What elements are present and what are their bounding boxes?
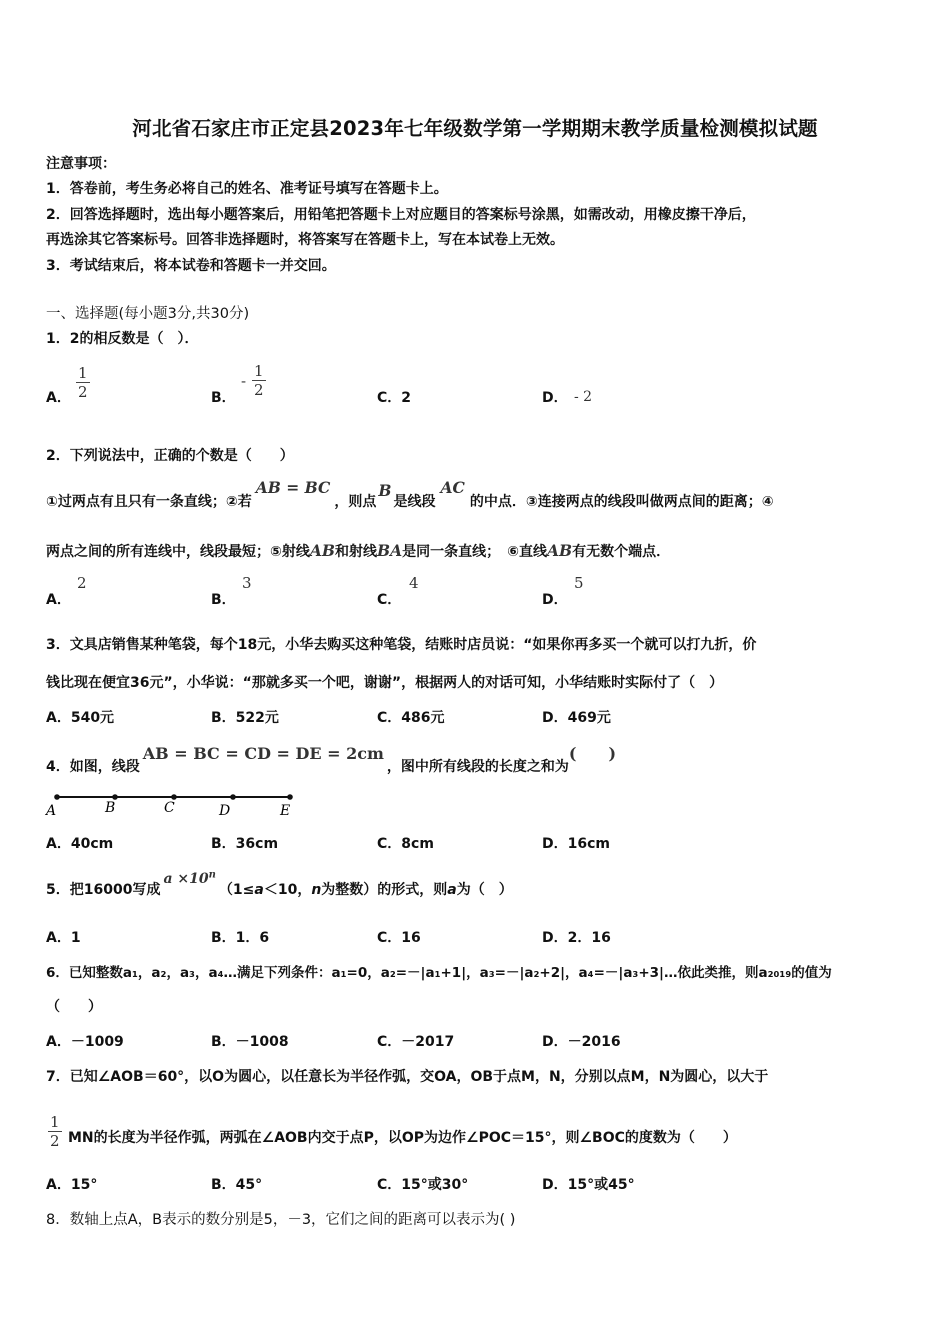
- q5-option-d: D．2．16: [542, 930, 611, 946]
- scientific-exponent: n: [208, 869, 216, 881]
- text: 为（ ）: [456, 882, 513, 898]
- fraction-numerator: 1: [254, 362, 264, 380]
- point-c: [171, 794, 177, 800]
- text: 和射线: [335, 544, 377, 560]
- point-e: [287, 794, 293, 800]
- q5-option-a: A．1: [46, 930, 81, 946]
- notice-item: 1．答卷前，考生务必将自己的姓名、准考证号填写在答题卡上。: [46, 181, 448, 197]
- question-8-stem: 8．数轴上点A，B表示的数分别是5，－3，它们之间的距离可以表示为( ): [46, 1212, 516, 1228]
- q1-option-a-label: A．: [46, 390, 71, 406]
- text: ，则点: [334, 494, 377, 510]
- section-heading: 一、选择题(每小题3分,共30分): [46, 306, 250, 322]
- q2-option-d-value: 5: [574, 574, 584, 592]
- text: 5．把16000写成: [46, 882, 161, 898]
- text: （1≤: [218, 882, 255, 898]
- fraction-numerator: 1: [78, 364, 88, 382]
- q2-option-c-value: 4: [409, 574, 419, 592]
- q4-option-c: C．8cm: [377, 836, 434, 852]
- text: 的中点．③连接两点的线段叫做两点间的距离；④: [469, 494, 774, 510]
- variable: a: [254, 882, 264, 898]
- q6-option-c: C．－2017: [377, 1034, 455, 1050]
- q2-option-b-value: 3: [242, 574, 252, 592]
- q1-option-a-fraction: [76, 364, 90, 401]
- notice-item: 3．考试结束后，将本试卷和答题卡一并交回。: [46, 258, 336, 274]
- fraction-denominator: 2: [50, 1132, 60, 1150]
- q1-option-d-label: D．: [542, 390, 568, 406]
- notice-item: 再选涂其它答案标号。回答非选择题时，将答案写在答题卡上，写在本试卷上无效。: [46, 232, 564, 248]
- variable: n: [311, 882, 322, 898]
- text: ，图中所有线段的长度之和为: [386, 759, 569, 775]
- text: ①过两点有且只有一条直线；②若: [46, 494, 252, 510]
- question-7-line1: 7．已知∠AOB＝60°，以O为圆心，以任意长为半径作弧，交OA，OB于点M，N，分别以点M，N为圆心，以大于: [46, 1069, 769, 1085]
- text: 为整数）的形式，则: [321, 882, 448, 898]
- question-7-line2: MN的长度为半径作弧，两弧在∠AOB内交于点P，以OP为边作∠POC＝15°，则∠BOC的度数为（ ）: [68, 1130, 737, 1146]
- q2-line2: [46, 541, 670, 561]
- q2-option-a-value: 2: [77, 574, 87, 592]
- q6-option-b: B．－1008: [211, 1034, 289, 1050]
- ray-label: AB: [309, 541, 335, 560]
- q1-option-b-label: B．: [211, 390, 236, 406]
- q3-option-b: B．522元: [211, 710, 279, 726]
- point-label-a: A: [46, 803, 57, 818]
- question-5-stem: [46, 869, 513, 899]
- scientific-base: a ×10: [163, 871, 209, 887]
- text: ＜10，: [263, 882, 312, 898]
- point-label-e: E: [280, 803, 291, 818]
- question-1-stem: 1．2的相反数是（ ）．: [46, 331, 199, 347]
- segment-figure: [44, 788, 304, 818]
- fraction-numerator: 1: [50, 1113, 60, 1131]
- variable: a: [447, 882, 457, 898]
- q7-option-a: A．15°: [46, 1177, 98, 1193]
- point-a: [54, 794, 60, 800]
- notice-heading: 注意事项：: [46, 156, 116, 172]
- minus-sign: -: [241, 372, 247, 390]
- point-label-c: C: [164, 800, 175, 816]
- q6-option-a: A．－1009: [46, 1034, 124, 1050]
- text: 有无数个端点．: [572, 544, 671, 560]
- q7-option-b: B．45°: [211, 1177, 263, 1193]
- point-b: [112, 794, 118, 800]
- point-label-d: D: [219, 803, 231, 818]
- q1-option-c: C．2: [377, 390, 412, 406]
- question-3-line1: 3．文具店销售某种笔袋，每个18元，小华去购买这种笔袋，结账时店员说：“如果你再多买一个就可以打九折，价: [46, 637, 757, 653]
- q5-option-c: C．16: [377, 930, 421, 946]
- point-d: [230, 794, 236, 800]
- fraction-denominator: 2: [78, 383, 88, 401]
- q6-option-d: D．－2016: [542, 1034, 621, 1050]
- q3-option-d: D．469元: [542, 710, 611, 726]
- fraction-denominator: 2: [254, 381, 264, 399]
- question-2-stem: 2．下列说法中，正确的个数是（ ）: [46, 448, 294, 464]
- q1-option-d-value: - 2: [574, 389, 593, 405]
- answer-paren: ( ): [568, 744, 617, 763]
- q5-option-b: B．1．6: [211, 930, 270, 946]
- text: 4．如图，线段: [46, 759, 140, 775]
- q3-option-a: A．540元: [46, 710, 115, 726]
- q4-option-d: D．16cm: [542, 836, 610, 852]
- q7-fraction: [48, 1113, 62, 1150]
- q7-option-d: D．15°或45°: [542, 1177, 635, 1193]
- text: 两点之间的所有连线中，线段最短；⑤射线: [46, 544, 310, 560]
- q4-option-a: A．40cm: [46, 836, 114, 852]
- q2-option-d-label: D．: [542, 592, 568, 608]
- q1-option-b-fraction: [252, 362, 266, 399]
- text: 是线段: [393, 494, 436, 510]
- q2-option-a-label: A．: [46, 592, 71, 608]
- scientific-notation: [160, 871, 218, 887]
- page-title: 河北省石家庄市正定县2023年七年级数学第一学期期末教学质量检测模拟试题: [132, 117, 818, 140]
- notice-item: 2．回答选择题时，选出每小题答案后，用铅笔把答题卡上对应题目的答案标号涂黑，如需改动，用橡皮擦干净后，: [46, 207, 756, 223]
- q2-option-c-label: C．: [377, 592, 402, 608]
- q7-option-c: C．15°或30°: [377, 1177, 469, 1193]
- equation: AB = BC: [255, 478, 331, 497]
- question-3-line2: 钱比现在便宜36元”，小华说：“那就多买一个吧，谢谢”，根据两人的对话可知，小华结账时实际付了（ ）: [46, 675, 724, 691]
- point-label-b: B: [105, 800, 116, 816]
- point-label: B: [378, 481, 392, 500]
- question-4-stem: [46, 744, 617, 776]
- q2-option-b-label: B．: [211, 592, 236, 608]
- equation: AB = BC = CD = DE = 2cm: [142, 744, 384, 763]
- segment-label: AC: [440, 478, 465, 497]
- q2-line1: [46, 478, 774, 511]
- question-6-line2: （ ）: [46, 999, 102, 1015]
- q3-option-c: C．486元: [377, 710, 445, 726]
- question-6-line1: 6．已知整数a₁，a₂，a₃，a₄…满足下列条件：a₁=0，a₂=－|a₁+1|，a₃=－|a₂+2|，a₄=－|a₃+3|…依此类推，则a₂₀₁₉的值为: [46, 965, 832, 981]
- ray-label: BA: [377, 541, 403, 560]
- q4-option-b: B．36cm: [211, 836, 279, 852]
- line-label: AB: [547, 541, 573, 560]
- text: 是同一条直线； ⑥直线: [402, 544, 547, 560]
